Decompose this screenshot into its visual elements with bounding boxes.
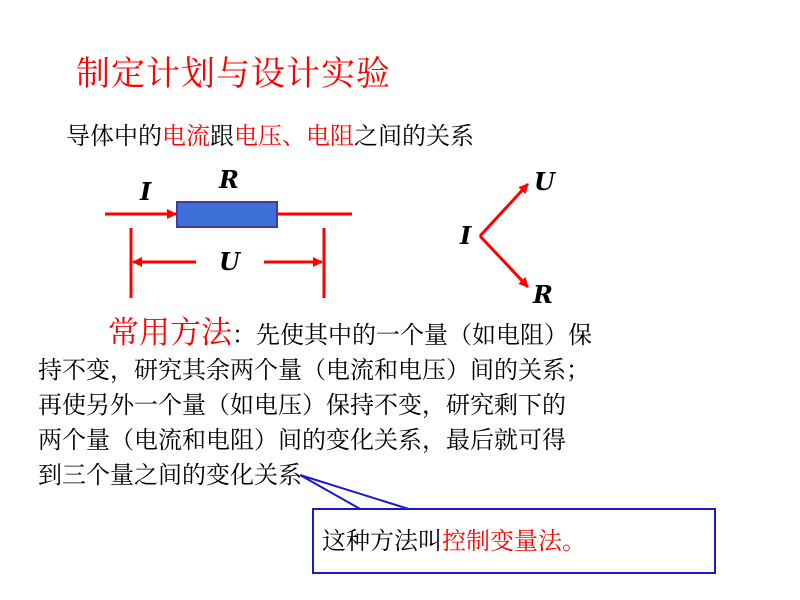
method-line-5: 到三个量之间的变化关系 (38, 461, 302, 489)
method-line-3: 再使另外一个量（如电压）保持不变，研究剩下的 (38, 391, 566, 419)
subtitle-text-3: 之间的关系 (354, 122, 474, 150)
branch-arrow-up (480, 184, 528, 236)
slide-title: 制定计划与设计实验 (76, 54, 391, 94)
branch-arrow-down (480, 236, 528, 287)
branch-label-U: U (534, 167, 555, 196)
method-paragraph (38, 316, 758, 493)
callout-box (312, 508, 716, 574)
method-line-1 (38, 316, 758, 353)
branch-label-I: I (460, 221, 472, 250)
method-colon: ： (232, 321, 256, 349)
method-heading: 常用方法 (108, 315, 232, 351)
branch-label-R: R (533, 280, 553, 309)
label-voltage-U: U (219, 247, 240, 276)
callout-highlight: 控制变量法。 (442, 527, 586, 555)
method-line-2: 持不变，研究其余两个量（电流和电压）间的关系； (38, 356, 590, 384)
subtitle-text-1: 导体中的 (66, 122, 162, 150)
method-line-4: 两个量（电流和电阻）间的变化关系，最后就可得 (38, 426, 566, 454)
label-resistance-R: R (219, 165, 239, 194)
method-text-1: 先使其中的一个量（如电阻）保 (256, 321, 592, 349)
subtitle-voltage-resistance: 电压、电阻 (234, 122, 354, 150)
label-current-I: I (140, 177, 152, 206)
resistor-symbol (177, 202, 277, 227)
subtitle-current: 电流 (162, 122, 210, 150)
callout-prefix: 这种方法叫 (322, 527, 442, 555)
subtitle-text-2: 跟 (210, 122, 234, 150)
